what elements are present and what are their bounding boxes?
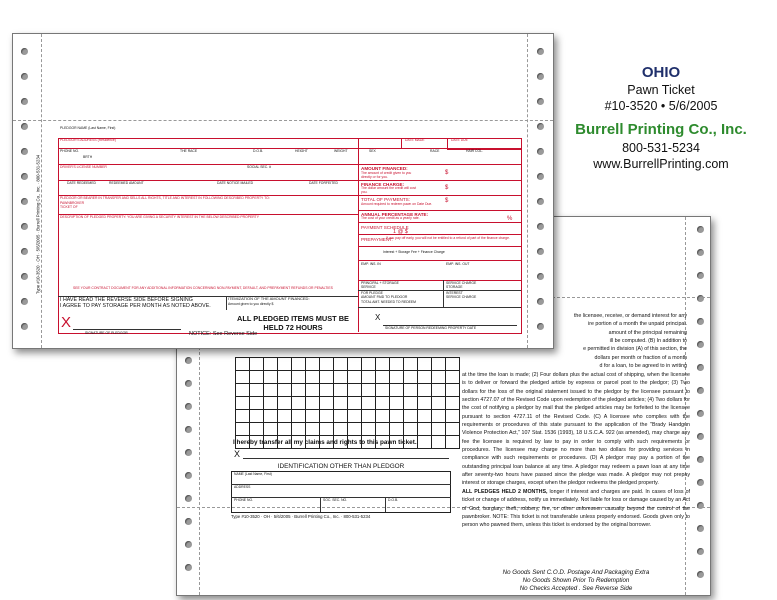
apr-label: ANNUAL PERCENTAGE RATE:: [361, 212, 429, 217]
date-notice-mailed-label: DATE NOTICE MAILED: [217, 181, 254, 185]
policy-notes: [462, 569, 690, 594]
pledges-held-paragraph: [462, 488, 690, 530]
legal-line: e permitted in division (A) of this section, the: [583, 346, 687, 353]
pledgor-signature-label: SIGNATURE OF PLEDGOR: [85, 331, 128, 335]
contract-note: SEE YOUR CONTRACT DOCUMENT FOR ANY ADDITIONAL INFORMATION CONCERNING NON-PAYMENT, DEFAULT, AND PREPAYMENT REFUNDS OR PENALTIES: [73, 286, 333, 290]
company-name: Burrell Printing Co., Inc.: [575, 121, 747, 138]
perforation-right: [527, 34, 528, 348]
emp-out-label: EMP. INS. OUT: [446, 262, 470, 266]
redeem-signature-label: SIGNATURE OF PERSON REDEEMING PROPERTY DATE: [385, 326, 477, 330]
charge-principal: PRINCIPAL + STORAGE: [361, 281, 399, 285]
no-checks-note: No Checks Accepted . See Reverse Side: [519, 585, 633, 593]
payment-schedule-label: PAYMENT SCHEDULE: [361, 225, 409, 230]
endorsement-grid: [235, 357, 460, 449]
legal-line: ill be computed. (B) In addition to: [609, 338, 687, 345]
total-payments-sub: Amount required to redeem pawn on Date Due.: [361, 202, 433, 206]
back-footer: Type #10-3520 · OH · 5/6/2005 · Burrell Printing Co., Inc. · 800-531-5234: [231, 514, 371, 519]
date-forfeited-label: DATE FORFEITED: [309, 181, 338, 185]
pledgor-address-label: PLEDGOR'S ADDRESS (Residence): [60, 138, 116, 142]
charge-amount-paid: AMOUNT PAID TO PLEDGOR: [361, 295, 408, 299]
transfer-text: PLEDGOR OR BEARER IN TRANSFER AND SELLS ALL RIGHTS, TITLE AND INTEREST IN FOLLOWING DESCRIBED PROPERTY TO:: [60, 196, 270, 200]
perforation-top: [13, 120, 553, 121]
apr-sub: The cost of your credit as a yearly rate.: [361, 216, 420, 220]
payment-schedule-value: 1 @ $: [393, 229, 408, 235]
total-payments-label: TOTAL OF PAYMENTS:: [361, 197, 411, 202]
acknowledgement: I HAVE READ THE REVERSE SIDE BEFORE SIGNING I AGREE TO PAY STORAGE PER MONTH AS NOTED ABOVE.: [60, 297, 211, 310]
dollar-3: $: [445, 198, 449, 204]
transfer-claims: I hereby transfer all my claims and rights to this pawn ticket.: [233, 439, 417, 446]
interest-row: Interest + Storage Fee + Finance Charge: [383, 250, 445, 254]
race2-label: RACE: [430, 149, 440, 153]
legal-text: [462, 371, 690, 530]
dollar-2: $: [445, 185, 449, 191]
finance-charge-label: FINANCE CHARGE:: [361, 182, 405, 187]
date-redeemed-label: DATE REDEEMED: [67, 181, 96, 185]
charge-right-3: INTEREST: [446, 291, 463, 295]
id-ssn-label: SOC. SEC. NO.: [323, 498, 348, 502]
company-phone: 800-531-5234: [622, 141, 700, 155]
charge-right-4: SERVICE CHARGE: [446, 295, 477, 299]
id-box: [231, 471, 451, 513]
prepayment-text: If you pay off early, you will not be entitled to a refund of part of the finance charge.: [386, 236, 510, 240]
legal-line: d for a loan, to be agreed to in writing: [599, 363, 687, 370]
race-label: THE RACE: [180, 149, 198, 153]
height-label: HEIGHT: [295, 149, 308, 153]
itemization-sub: Amount given to you directly $: [228, 302, 274, 306]
charge-right-2: STORAGE: [446, 285, 463, 289]
date-made-label: DATE MADE: [405, 138, 425, 142]
charge-for-pledge: FOR PLEDGE: [361, 291, 383, 295]
finance-charge-sub: The dollar amount the credit will cost you.: [361, 186, 417, 194]
product-name: Pawn Ticket: [627, 83, 695, 97]
state-title: OHIO: [641, 64, 681, 81]
legal-top-lines: [569, 312, 687, 370]
ssn-label: SOCIAL SEC. #: [247, 165, 271, 169]
birth-label: BRTH: [83, 155, 93, 159]
pawnbroker-label: PAWNBROKER: [60, 201, 85, 205]
pledgor-name-label: PLEDGOR NAME (Last Name, First): [60, 126, 116, 130]
legal-line: ire portion of a month the unpaid principal.: [588, 321, 687, 328]
charge-service: SERVICE: [361, 285, 376, 289]
sex-label: SEX: [369, 149, 376, 153]
product-info: [566, 64, 756, 172]
redeemed-amount-label: REDEEMED AMOUNT: [109, 181, 144, 185]
transfer-x: X: [234, 449, 241, 459]
hair-label: HAIR COL.: [466, 149, 483, 153]
charge-right-1: SERVICE CHARGE: [446, 281, 477, 285]
id-name-label: NAME (Last Name, First): [234, 472, 272, 476]
percent-sign: %: [507, 216, 513, 222]
amount-financed-sub: The amount of credit given to you directly or for you.: [361, 171, 412, 179]
front-sheet: [12, 33, 554, 349]
amount-financed-label: AMOUNT FINANCED:: [361, 166, 408, 171]
id-phone-label: PHONE NO.: [234, 498, 254, 502]
legal-body: at the time the loan is made; (2) Four dollars plus the actual cost of shipping, when the licensee is to deliver or forward the pledged article by express or parcel post to the pledgor; (3) Two dollars for the loss of the original statement issued to the pledgor by the licensee pursuant to section 4727.07 of the Revised Code upon redemption of the pledged articles; (4) Two dollars for the cost of notifying a pledgor by mail that the pledged articles may be forfeited to the licensee pursuant to section 4727.11 of the Revised Code. (C) A licensee who complies with the requirements or procedures of this state pursuant to the application of the "Brady Handgun Violence Protection Act," 107 Stat. 1536 (1993), 18 U.S.C.A. 922 (as amended), may charge any fee the licensee is required by law to pay in order to comply with such requirements or procedures. The licensee may charge no more than two dollars for providing services in compliance with such requirements or procedures. (D) A pledgor may pay a portion of the outstanding principal loan balance at any time. A pledgor may redeem a pawn loan at any time after seventy-two hours have passed since the pledge was made. A pledgor may not prepay interest or storage charges, except when the pledgor redeems the pledged property.: [462, 372, 690, 487]
dob-label: D.O.B.: [253, 149, 264, 153]
ticket-of-label: TICKET OF: [60, 205, 78, 209]
notice-reverse: NOTICE: See Reverse Side: [189, 331, 258, 337]
pledgor-x: X: [61, 314, 72, 331]
no-goods-note: No Goods Shown Prior To Redemption: [522, 577, 630, 585]
legal-line: the licensee, receive, or demand interest for any: [573, 313, 687, 319]
pledges-held-text: longer if interest and charges are paid. In cases of loss of ticket or change of address, notify us immediately. Not liable for loss or damage caused by an Act of God, burglary, theft, robbery, fire, or other unforeseen casualty beyond the control of the pawnbroker. NOTE: This ticket is not transferable unless properly endorsed. Goods given only to person who pawned them, unless this ticket is endorsed by the original borrower.: [462, 488, 690, 529]
company-website: www.BurrellPrinting.com: [593, 157, 729, 171]
phone-label: PHONE NO.: [60, 149, 80, 153]
prepayment-label: PREPAYMENT:: [361, 237, 393, 242]
side-form-text: Type #10-3520 · OH · 5/6/2005 · Burrell Printing Co., Inc. · 800-531-5234: [35, 154, 41, 295]
held-72-notice: ALL PLEDGED ITEMS MUST BE HELD 72 HOURS: [237, 314, 349, 332]
identification-label: IDENTIFICATION OTHER THAN PLEDGOR: [277, 463, 405, 470]
id-dob-label: D.O.B.: [388, 498, 399, 502]
legal-line: dollars per month or fraction of a month: [594, 354, 687, 361]
pledges-held-heading: ALL PLEDGES HELD 2 MONTHS,: [462, 488, 548, 495]
itemization-label: ITEMIZATION OF THE AMOUNT FINANCED:: [228, 296, 310, 301]
redeem-x: X: [375, 313, 381, 322]
description-label: DESCRIPTION OF PLEDGED PROPERTY: YOU ARE GIVING A SECURITY INTEREST IN THE BELOW DESCRIBED PROPERTY: [60, 215, 259, 219]
cod-note: No Goods Sent C.O.D. Postage And Packaging Extra: [502, 569, 650, 576]
dollar-1: $: [445, 170, 449, 176]
charge-total-label: TOTAL AMT. NEEDED TO REDEEM: [361, 300, 417, 304]
perforation-left: [41, 34, 42, 348]
legal-line: amount of the principal remaining: [608, 329, 687, 336]
form-number: #10-3520 • 5/6/2005: [604, 99, 718, 113]
id-address-label: ADDRESS: [234, 485, 251, 489]
date-due-label: DATE DUE: [451, 138, 468, 142]
drivers-license-label: DRIVER'S LICENSE NUMBER: [60, 165, 107, 169]
weight-label: WEIGHT: [334, 149, 348, 153]
emp-in-label: EMP. INS. IN: [361, 262, 381, 266]
